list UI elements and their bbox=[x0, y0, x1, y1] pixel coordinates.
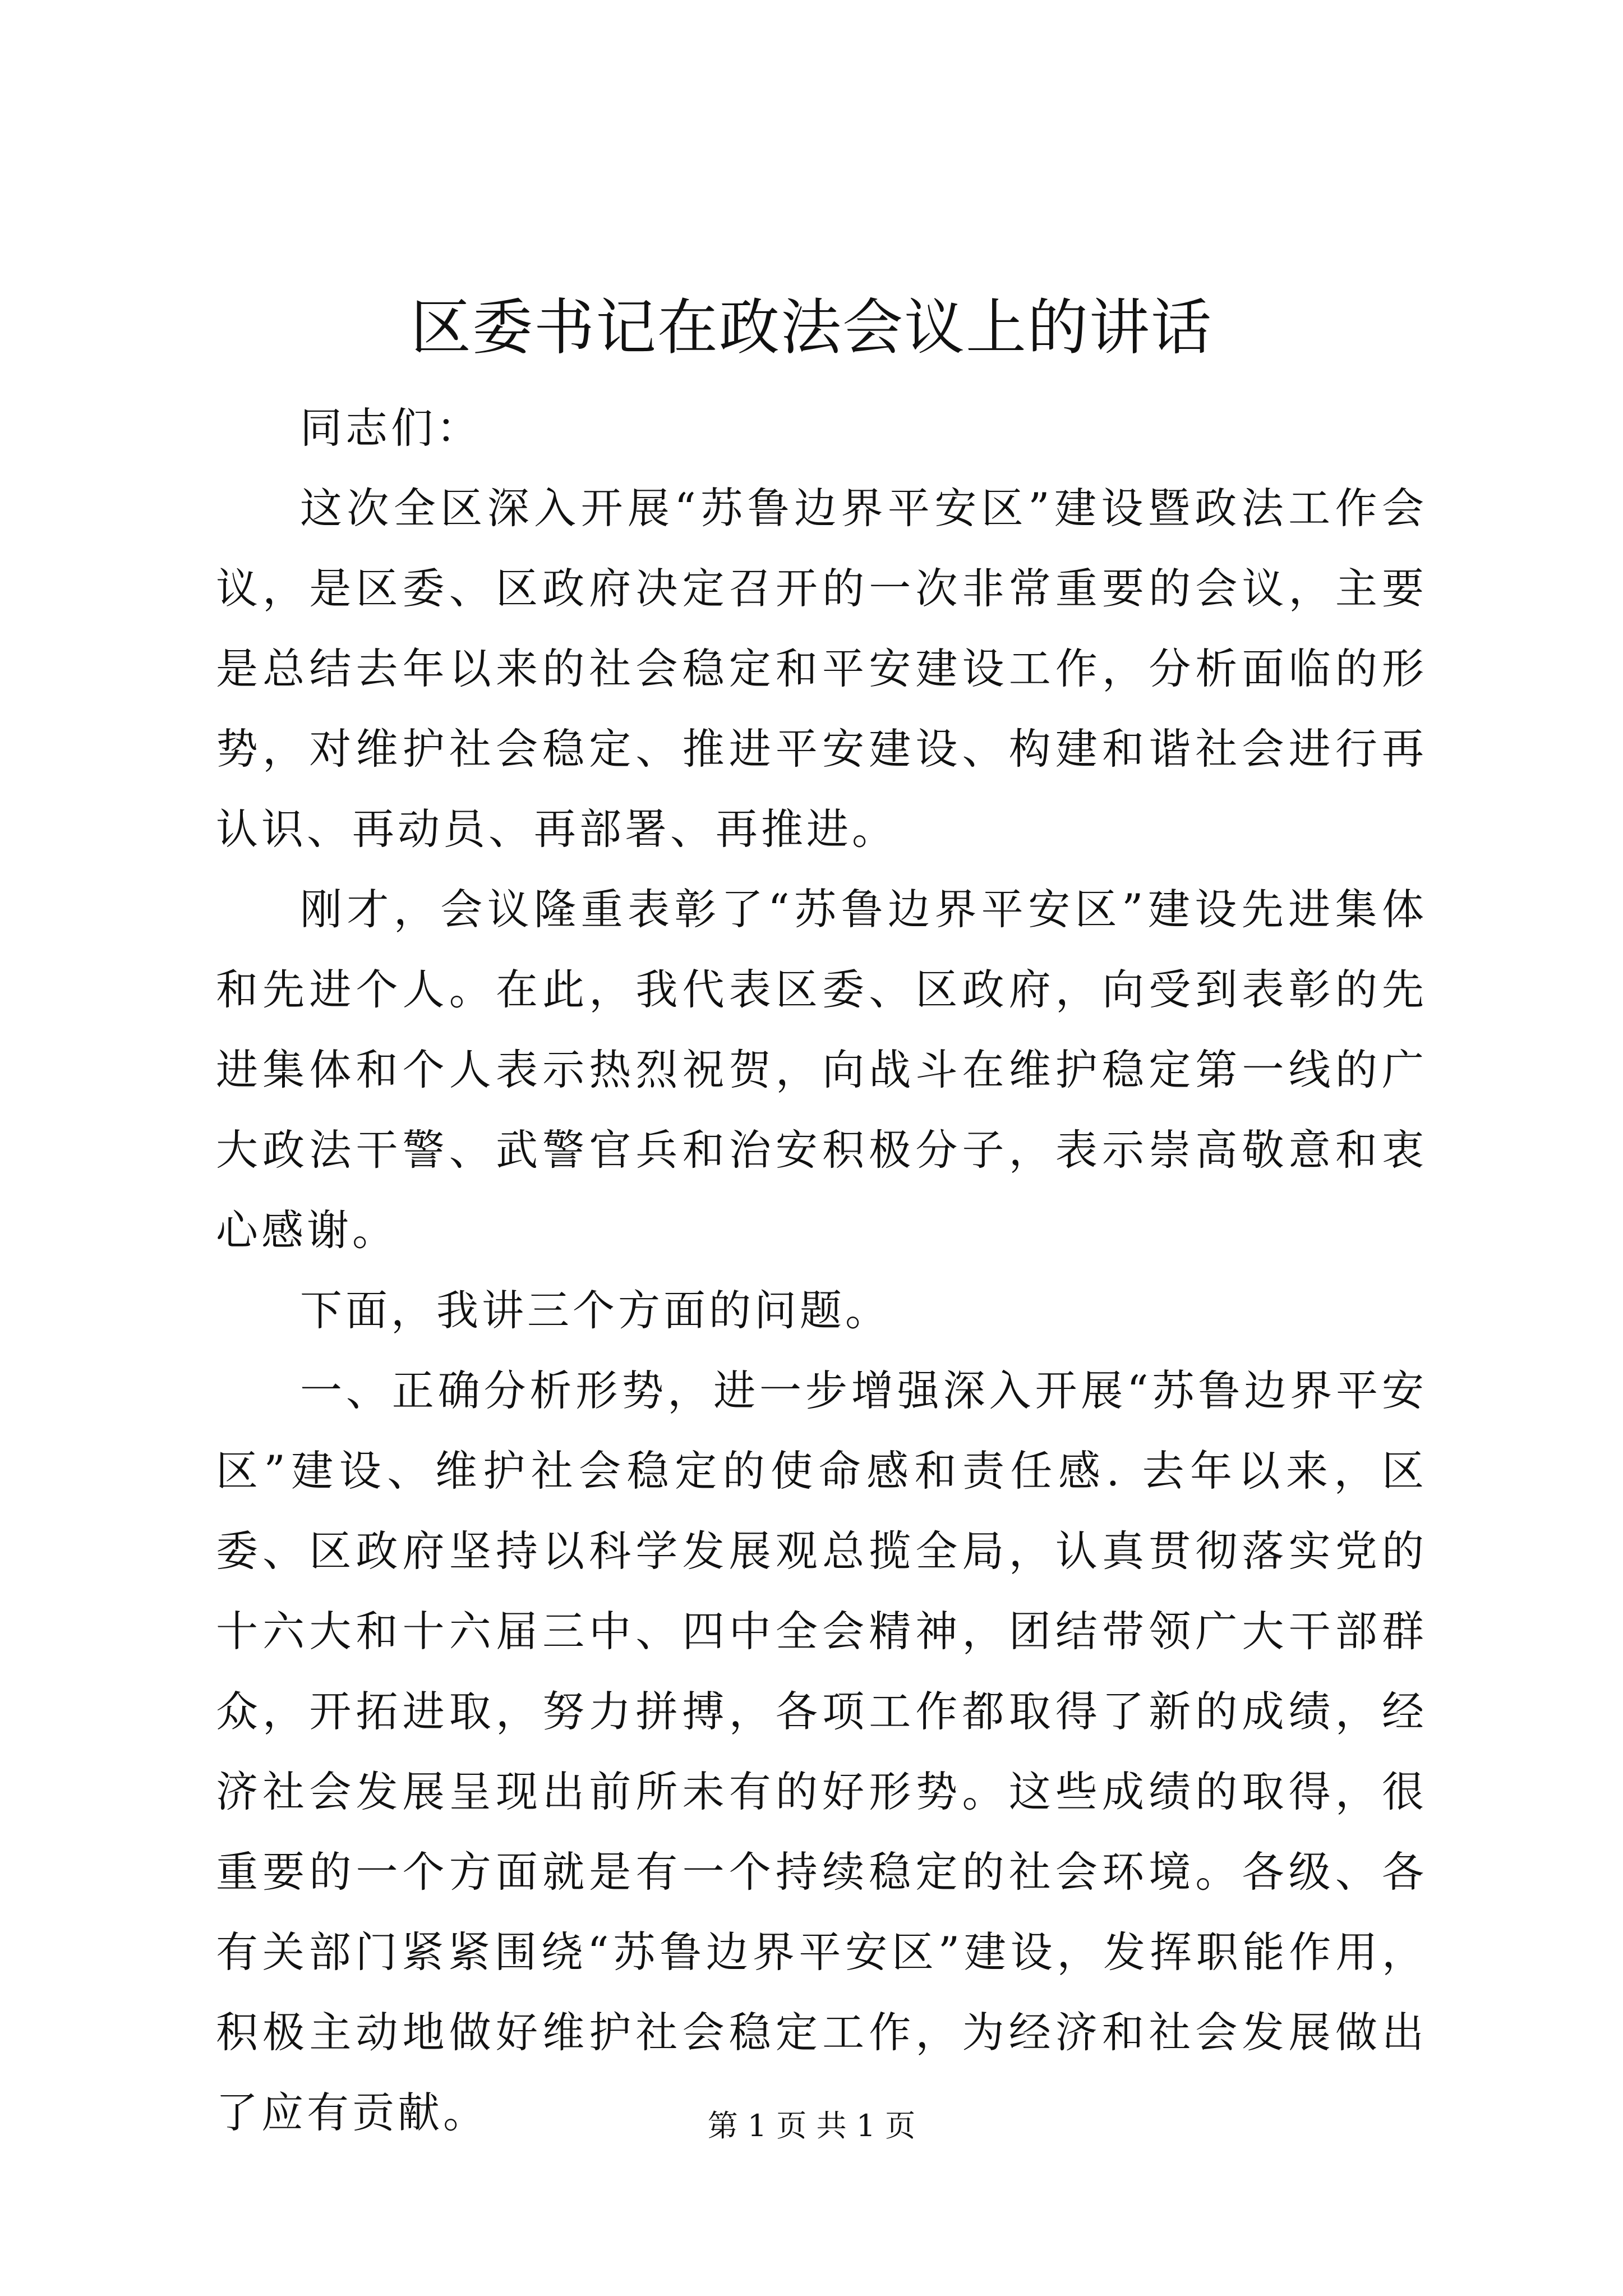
page-footer: 第 1 页 共 1 页 bbox=[707, 2108, 916, 2143]
body-paragraph: 刚才，会议隆重表彰了“苏鲁边界平安区”建设先进集体和先进个人。在此，我代表区委、区政府，向受到表彰的先进集体和个人表示热烈祝贺，向战斗在维护稳定第一线的广大政法干警、武警官兵和治安积极分子，表示崇高敬意和衷心感谢。 bbox=[216, 885, 1427, 1255]
document-title: 区委书记在政法会议上的讲话 bbox=[410, 293, 1212, 363]
body-paragraph: 一、正确分析形势，进一步增强深入开展“苏鲁边界平安区”建设、维护社会稳定的使命感和责任感. 去年以来，区委、区政府坚持以科学发展观总揽全局，认真贯彻落实党的十六大和十六届三中、四中全会精神，团结带领广大干部群众，开拓进取，努力拼搏，各项工作都取得了新的成绩，经济社会发展呈现出前所未有的好形势。这些成绩的取得，很重要的一个方面就是有一个持续稳定的社会环境。各级、各有关部门紧紧围绕“苏鲁边界平安区”建设，发挥职能作用，积极主动地做好维护社会稳定工作，为经济和社会发展做出了应有贡献。 bbox=[216, 1366, 1427, 2137]
body-paragraph: 这次全区深入开展“苏鲁边界平安区”建设暨政法工作会议，是区委、区政府决定召开的一次非常重要的会议，主要是总结去年以来的社会稳定和平安建设工作，分析面临的形势，对维护社会稳定、推进平安建设、构建和谐社会进行再认识、再动员、再部署、再推进。 bbox=[216, 484, 1427, 854]
body-paragraph: 下面，我讲三个方面的问题。 bbox=[300, 1286, 891, 1335]
salutation-paragraph: 同志们： bbox=[300, 403, 482, 453]
document-body bbox=[216, 388, 1427, 2153]
